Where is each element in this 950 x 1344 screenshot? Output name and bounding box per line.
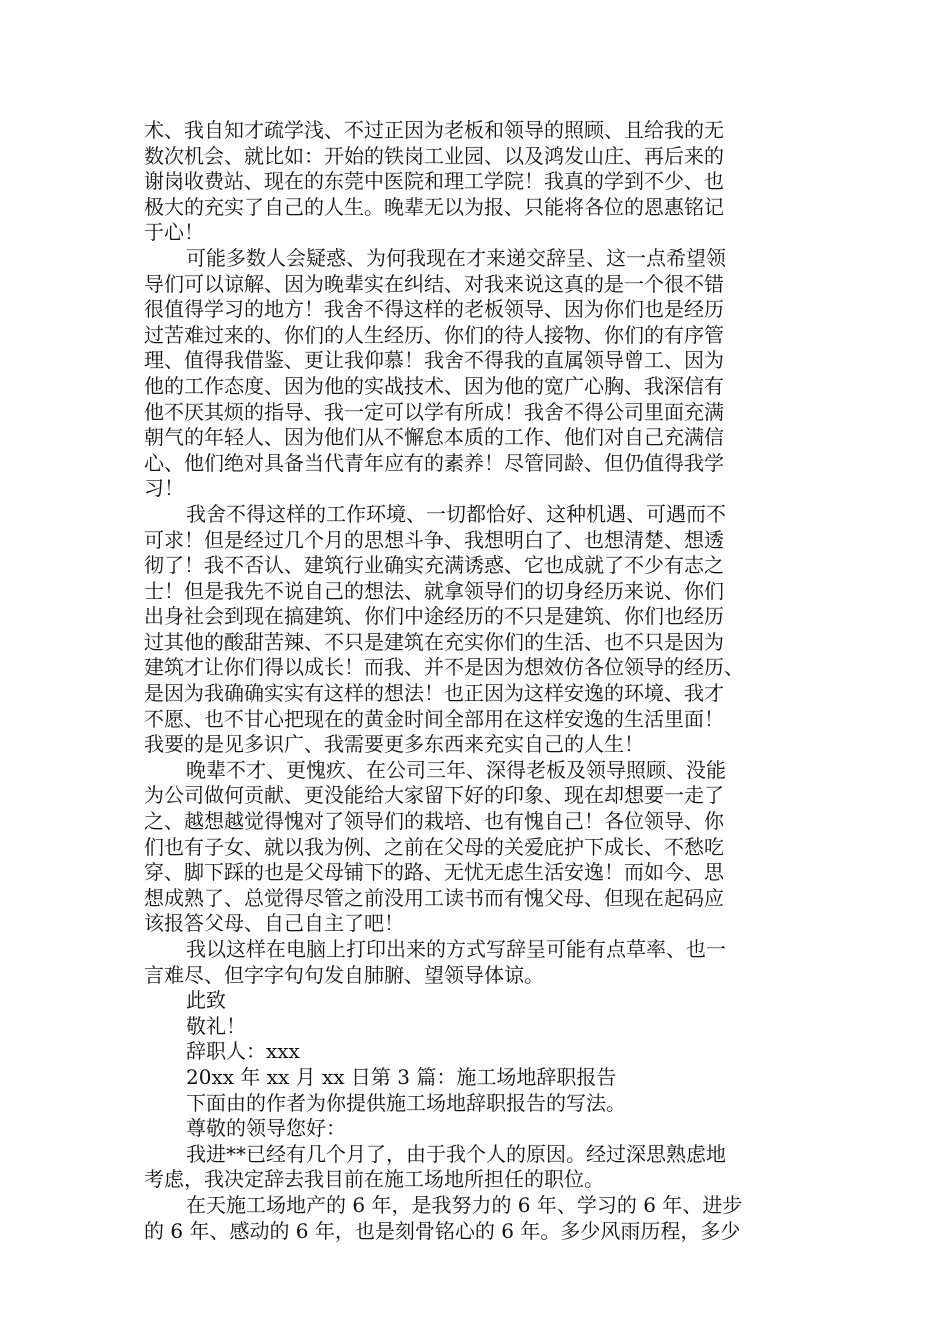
text-line: 我舍不得这样的工作环境、一切都恰好、这种机遇、可遇而不	[186, 501, 726, 526]
text-line: 该报答父母、自己自主了吧！	[144, 911, 404, 936]
text-line: 穿、脚下踩的也是父母铺下的路、无忧无虑生活安逸！而如今、思	[144, 860, 724, 885]
text-line: 理、值得我借鉴、更让我仰慕！我舍不得我的直属领导曾工、因为	[144, 348, 724, 373]
text-line: 尊敬的领导您好：	[186, 1116, 346, 1141]
text-line: 们也有子女、就以我为例、之前在父母的关爱庇护下成长、不愁吃	[144, 834, 724, 859]
text-line: 谢岗收费站、现在的东莞中医院和理工学院！我真的学到不少、也	[144, 169, 724, 194]
text-line: 考虑，我决定辞去我目前在施工场地所担任的职位。	[144, 1167, 604, 1192]
text-line: 朝气的年轻人、因为他们从不懈怠本质的工作、他们对自己充满信	[144, 425, 724, 450]
text-line: 很值得学习的地方！我舍不得这样的老板领导、因为你们也是经历	[144, 297, 724, 322]
text-line: 士！但是我先不说自己的想法、就拿领导们的切身经历来说、你们	[144, 578, 724, 603]
text-line: 20xx 年 xx 月 xx 日第 3 篇：施工场地辞职报告	[186, 1064, 617, 1089]
text-line: 是因为我确确实实有这样的想法！也正因为这样安逸的环境、我才	[144, 681, 724, 706]
text-line: 不愿、也不甘心把现在的黄金时间全部用在这样安逸的生活里面！	[144, 706, 724, 731]
text-line: 此致	[186, 988, 226, 1013]
text-line: 建筑才让你们得以成长！而我、并不是因为想效仿各位领导的经历、	[144, 655, 744, 680]
text-line: 习！	[144, 476, 184, 501]
text-line: 辞职人：xxx	[186, 1039, 300, 1064]
text-line: 在天施工场地产的 6 年，是我努力的 6 年、学习的 6 年、进步	[186, 1192, 743, 1217]
text-line: 敬礼！	[186, 1013, 246, 1038]
text-line: 过苦难过来的、你们的人生经历、你们的待人接物、你们的有序管	[144, 322, 724, 347]
text-line: 我以这样在电脑上打印出来的方式写辞呈可能有点草率、也一	[186, 937, 726, 961]
text-line: 导们可以谅解、因为晚辈实在纠结、对我来说这真的是一个很不错	[144, 271, 724, 296]
document-body	[144, 118, 824, 1244]
text-line: 于心！	[144, 220, 204, 245]
text-line: 为公司做何贡献、更没能给大家留下好的印象、现在却想要一走了	[144, 783, 724, 808]
text-line: 之、越想越觉得愧对了领导们的栽培、也有愧自己！各位领导、你	[144, 809, 724, 834]
text-line: 数次机会、就比如：开始的铁岗工业园、以及鸿发山庄、再后来的	[144, 143, 724, 168]
text-line: 他不厌其烦的指导、我一定可以学有所成！我舍不得公司里面充满	[144, 399, 724, 424]
text-line: 术、我自知才疏学浅、不过正因为老板和领导的照顾、且给我的无	[144, 118, 724, 142]
text-line: 我进**已经有几个月了，由于我个人的原因。经过深思熟虑地	[186, 1141, 726, 1166]
text-line: 下面由的作者为你提供施工场地辞职报告的写法。	[186, 1090, 626, 1115]
text-line: 他的工作态度、因为他的实战技术、因为他的宽广心胸、我深信有	[144, 373, 724, 398]
text-line: 过其他的酸甜苦辣、不只是建筑在充实你们的生活、也不只是因为	[144, 629, 724, 654]
text-line: 可能多数人会疑惑、为何我现在才来递交辞呈、这一点希望领	[186, 245, 726, 270]
text-line: 可求！但是经过几个月的思想斗争、我想明白了、也想清楚、想透	[144, 527, 724, 552]
text-line: 想成熟了、总觉得尽管之前没用工读书而有愧父母、但现在起码应	[144, 885, 724, 910]
text-line: 晚辈不才、更愧疚、在公司三年、深得老板及领导照顾、没能	[186, 757, 726, 782]
text-line: 出身社会到现在搞建筑、你们中途经历的不只是建筑、你们也经历	[144, 604, 724, 629]
text-line: 我要的是见多识广、我需要更多东西来充实自己的人生！	[144, 732, 644, 757]
text-line: 彻了！我不否认、建筑行业确实充满诱惑、它也成就了不少有志之	[144, 553, 724, 578]
text-line: 心、他们绝对具备当代青年应有的素养！尽管同龄、但仍值得我学	[144, 450, 724, 475]
text-line: 言难尽、但字字句句发自肺腑、望领导体谅。	[144, 962, 544, 987]
text-line: 的 6 年、感动的 6 年，也是刻骨铭心的 6 年。多少风雨历程，多少	[144, 1218, 741, 1243]
text-line: 极大的充实了自己的人生。晚辈无以为报、只能将各位的恩惠铭记	[144, 194, 724, 219]
